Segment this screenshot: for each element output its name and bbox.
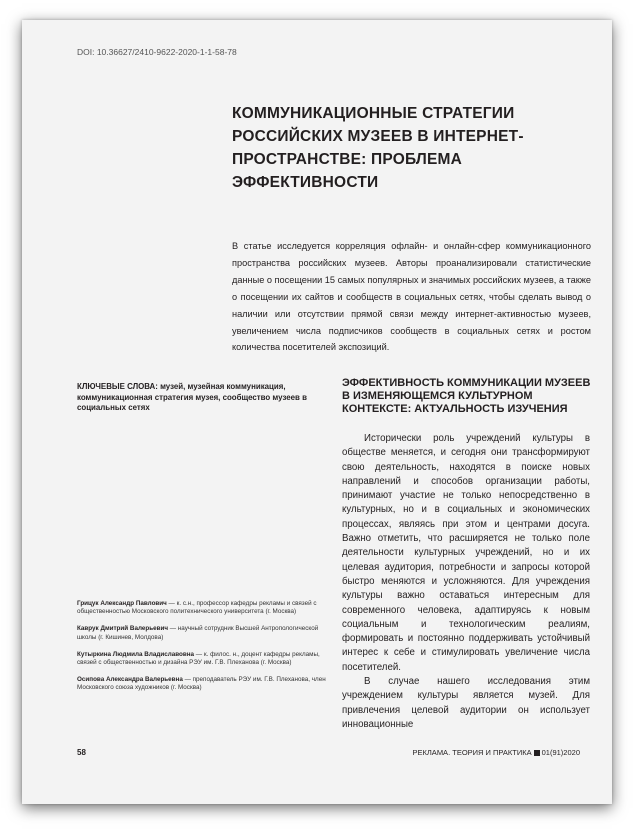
doi: DOI: 10.36627/2410-9622-2020-1-1-58-78 xyxy=(77,47,237,57)
author-name: Каврук Дмитрий Валерьевич xyxy=(77,625,168,633)
body-text xyxy=(342,432,590,732)
square-separator-icon xyxy=(534,750,540,756)
author-name: Осипова Александра Валерьевна xyxy=(77,675,183,683)
author-description: — к. филос. н., доцент кафедры рекламы, связей с общественностью и дизайна РЭУ им. Г.В. Плеханова (г. Москва) xyxy=(77,650,320,667)
author-info xyxy=(77,625,327,642)
journal-name: РЕКЛАМА. ТЕОРИЯ И ПРАКТИКА xyxy=(412,748,532,757)
author-info xyxy=(77,676,327,693)
author-description: — научный сотрудник Высшей Антропологической школы (г. Кишинев, Молдова) xyxy=(77,625,319,641)
issue-number: 01(91)2020 xyxy=(541,748,580,757)
body-paragraph: В случае нашего исследования этим учреждением культуры является музей. Для привлечения целевой аудитории он использует инновационные xyxy=(342,676,590,730)
author-info xyxy=(77,651,327,668)
section-heading: ЭФФЕКТИВНОСТЬ КОММУНИКАЦИИ МУЗЕЕВ В ИЗМЕНЯЮЩЕМСЯ КУЛЬТУРНОМ КОНТЕКСТЕ: АКТУАЛЬНОСТЬ ИЗУЧЕНИЯ xyxy=(342,377,591,416)
running-footer xyxy=(413,748,580,757)
author-list xyxy=(77,600,327,701)
abstract: В статье исследуется корреляция офлайн- и онлайн-сфер коммуникационного пространства российских музеев. Авторы проанализировали статистические данные о посещении 15 самых популярных и значимых российских музеев, а также о посещении их сайтов и сообществ в социальных сетях, чтобы сделать вывод о наличии или отсутствии прямой связи между интернет-активностью музеев, увеличением числа подписчиков сообществ в социальных сетях и ростом количества посетителей экспозиций. xyxy=(232,241,591,353)
article-title: КОММУНИКАЦИОННЫЕ СТРАТЕГИИ РОССИЙСКИХ МУЗЕЕВ В ИНТЕРНЕТ-ПРОСТРАНСТВЕ: ПРОБЛЕМА ЭФФЕКТИВНОСТИ xyxy=(232,105,524,191)
author-info xyxy=(77,600,327,617)
author-description: — к. с.н., профессор кафедры рекламы и связей с общественностью Московского политехнического университета (г. Москва) xyxy=(77,600,317,616)
keywords: КЛЮЧЕВЫЕ СЛОВА: музей, музейная коммуникация, коммуникационная стратегия музея, сообщество музеев в социальных сетях xyxy=(77,382,307,412)
body-paragraph: Исторически роль учреждений культуры в обществе меняется, и сегодня они трансформируют свою деятельность, находятся в поиске новых направлений и способов организации работы, принимают участие не только непосредственно в культурных, но и в социальных и экономических процессах, являясь при этом и центрами досуга. Важно отметить, что расширяется не только поле деятельности культурных учреждений, но и их целевая аудитория, потребности и запросы которой быстро меняются и усложняются. Для учреждения культуры важно оставаться интересным для современного человека, адаптируясь к новым социальным и технологическим реалиям, формировать и постоянно поддерживать устойчивый интерес к себе и стимулировать увеличение числа посетителей. xyxy=(342,433,590,673)
author-name: Кутыркина Людмила Владиславовна xyxy=(77,650,195,658)
journal-page xyxy=(22,20,612,804)
author-description: — преподаватель РЭУ им. Г.В. Плеханова, член Московского союза художников (г. Москва) xyxy=(77,675,326,692)
page-number: 58 xyxy=(77,748,86,757)
author-name: Грицук Александр Павлович xyxy=(77,600,167,607)
